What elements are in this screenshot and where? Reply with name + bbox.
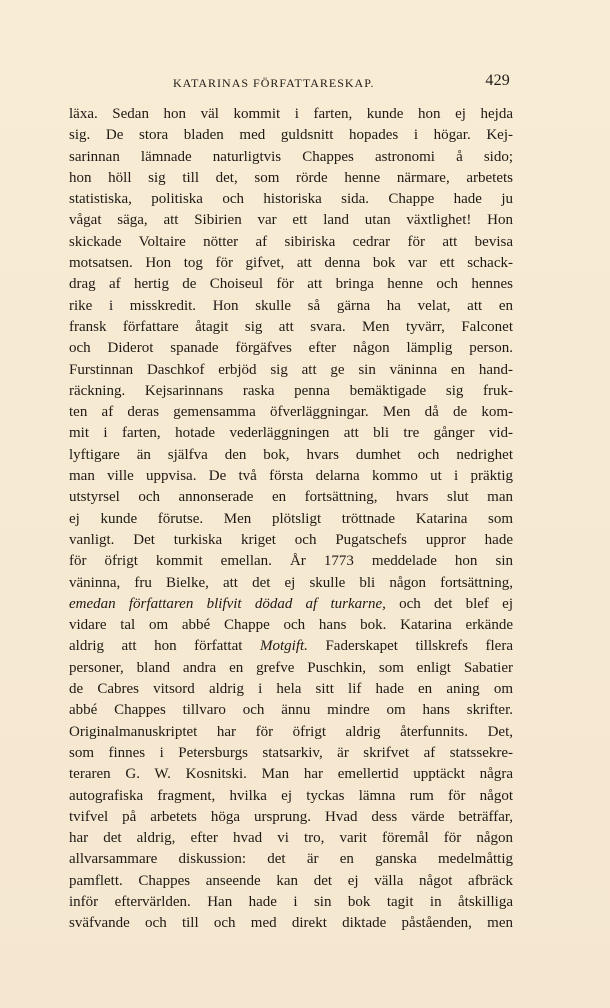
text-line: abbé Chappes tillvaro och ännu mindre om hans skrifter. (69, 702, 513, 719)
text-line: de Cabres vitsord aldrig i hela sitt lif hade en aning om (69, 681, 513, 698)
text-line: och Diderot spanade förgäfves efter någon lämplig person. (69, 340, 513, 357)
text-line: Furstinnan Daschkof erbjöd sig att ge sin väninna en hand- (69, 361, 513, 378)
text-line-with-title (69, 636, 513, 657)
text-line: fransk författare åtagit sig att svara. Men tyvärr, Falconet (69, 318, 513, 335)
text-line: sig. De stora bladen med guldsnitt hopades i högar. Kej- (69, 127, 513, 144)
text-line: lyftigare än själfva den bok, hvars dumhet och nedrighet (69, 446, 513, 463)
text-line: man ville uppvisa. De två första delarna kommo ut i präktig (69, 468, 513, 485)
text-line: allvarsammare diskussion: det är en ganska medelmåttig (69, 851, 513, 868)
text-line: autografiska fragment, hvilka ej tyckas lämna rum för något (69, 787, 513, 804)
text-line: motsatsen. Hon tog för gifvet, att denna bok var ett schack- (69, 255, 513, 272)
text-line: skickade Voltaire nötter af sibiriska cedrar för att bevisa (69, 233, 513, 250)
text-line-italic-start (69, 594, 513, 615)
book-title: Motgift. (259, 638, 308, 655)
text-line: personer, bland andra en grefve Puschkin, som enligt Sabatier (69, 659, 513, 676)
text-line: Originalmanuskriptet har för öfrigt aldrig återfunnits. Det, (69, 723, 513, 740)
text-line: sväfvande och till och med direkt diktade påståenden, men (69, 915, 513, 932)
text-line: teraren G. W. Kosnitski. Man har emellertid upptäckt några (69, 766, 513, 783)
text-line: hon höll sig till det, som rörde henne närmare, arbetets (69, 169, 513, 186)
text-line: pamflett. Chappes anseende kan det ej välla något afbräck (69, 872, 513, 889)
text-line: räckning. Kejsarinnans raska penna bemäktigade sig fruk- (69, 382, 513, 399)
text-line: läxa. Sedan hon väl kommit i farten, kunde hon ej hejda (69, 106, 513, 122)
text-line: vanligt. Det turkiska kriget och Pugatschefs uppror hade (69, 531, 513, 548)
text-line: vidare tal om abbé Chappe och hans bok. Katarina erkände (69, 617, 513, 634)
text-line: för öfrigt kommit emellan. År 1773 meddelade hon sin (69, 553, 513, 570)
text-line: statistiska, politiska och historiska sida. Chappe hade ju (69, 191, 513, 208)
text-line: tvifvel på arbetets höga ursprung. Hvad dess värde beträffar, (69, 808, 513, 825)
text-line: utstyrsel och annonserade en fortsättning, hvars slut man (69, 489, 513, 506)
running-title: KATARINAS FÖRFATTARESKAP. (173, 76, 375, 90)
text-line: rike i misskredit. Hon skulle så gärna ha velat, att en (69, 297, 513, 314)
page-number: 429 (485, 72, 510, 89)
italic-phrase: emedan författaren blifvit dödad af turkarne, (69, 595, 386, 612)
line-start: aldrig att hon författat (69, 638, 260, 655)
line-remainder: och det blef ej (385, 595, 513, 612)
text-line: ten af deras gemensamma öfverläggningar. Men då de kom- (69, 404, 513, 421)
page-header (0, 72, 610, 96)
text-line: som finnes i Petersburgs statsarkiv, är skrifvet af statssekre- (69, 744, 513, 761)
text-line: vågat säga, att Sibirien var ett land utan växtlighet! Hon (69, 212, 513, 229)
text-line: väninna, fru Bielke, att det ej skulle bli någon fortsättning, (69, 574, 513, 591)
text-line: mit i farten, hotade vederläggningen att bli tre gånger vid- (69, 425, 513, 442)
text-line: drag af hertig de Choiseul för att bringa henne och hennes (69, 276, 513, 293)
body-text (69, 104, 513, 935)
line-end: Faderskapet tillskrefs flera (307, 638, 513, 655)
text-line: har det aldrig, efter hvad vi tro, varit föremål för någon (69, 830, 513, 847)
text-line: sarinnan lämnade naturligtvis Chappes astronomi å sido; (69, 148, 513, 165)
text-line: ej kunde förutse. Men plötsligt tröttnade Katarina som (69, 510, 513, 527)
text-line: inför eftervärlden. Han hade i sin bok tagit in åtskilliga (69, 893, 513, 910)
